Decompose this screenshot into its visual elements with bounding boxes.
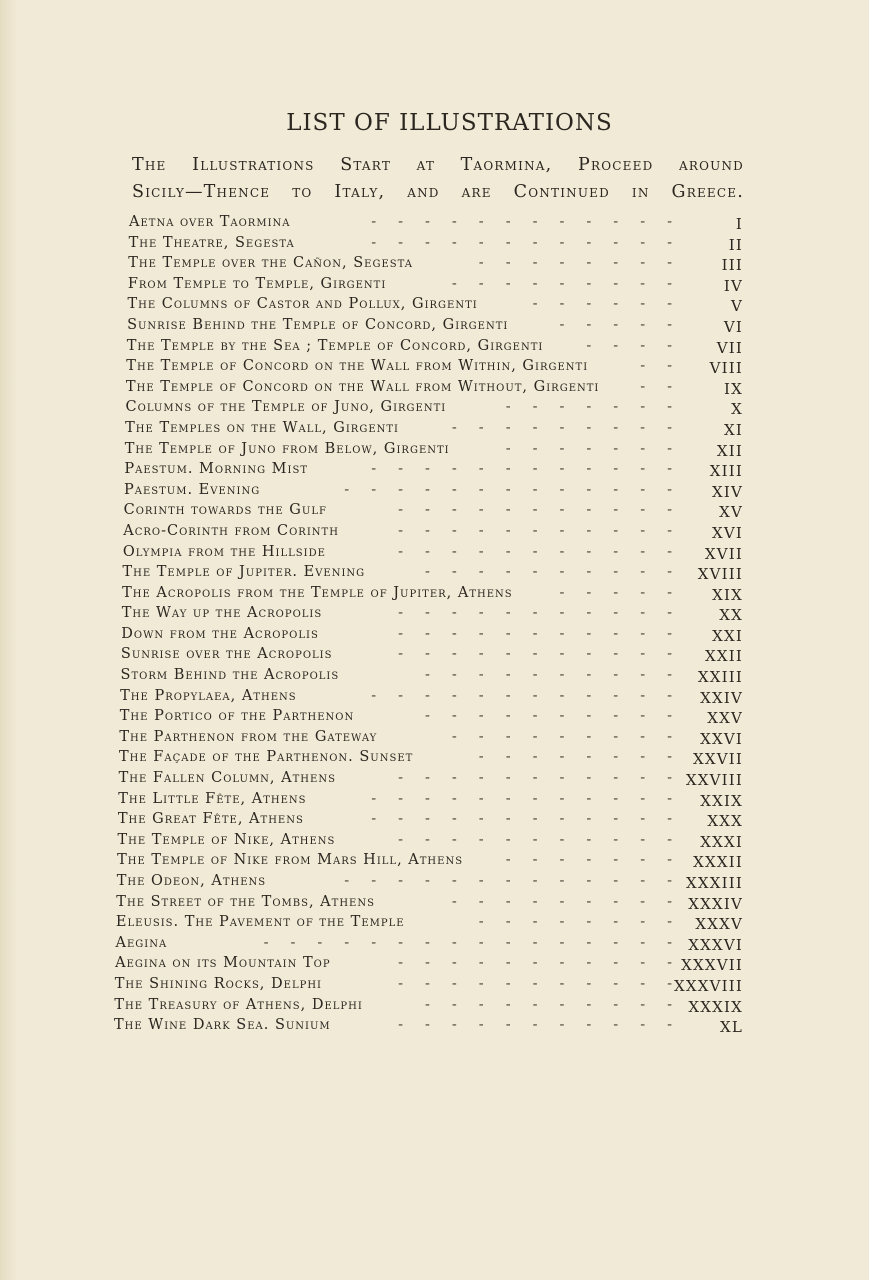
dot-leader: ---- — [586, 337, 694, 354]
illustration-entry — [0, 892, 869, 913]
illustration-entry — [0, 1015, 869, 1036]
illustration-title: Eleusis. The Pavement of the Temple — [115, 914, 405, 931]
dot-leader: ------------ — [371, 790, 694, 807]
illustration-entry — [0, 500, 869, 521]
dot-leader: ----------- — [398, 522, 694, 539]
dot-leader: ----------- — [398, 975, 694, 992]
illustration-title: The Temple of Concord on the Wall from Within, Girgenti — [126, 358, 589, 375]
illustration-title: The Temple of Concord on the Wall from Without, Girgenti — [125, 378, 600, 395]
illustration-title: The Columns of Castor and Pollux, Girgenti — [127, 296, 478, 313]
dot-leader: -------- — [478, 255, 694, 272]
illustration-title: The Wine Dark Sea. Sunium — [114, 1017, 331, 1034]
illustration-title: The Treasury of Athens, Delphi — [114, 996, 363, 1013]
illustration-entry — [0, 830, 869, 851]
illustration-title: Aegina — [115, 934, 168, 951]
illustration-number: XXV — [707, 709, 743, 728]
illustration-title: The Fallen Column, Athens — [118, 770, 336, 787]
illustration-entry — [0, 686, 869, 707]
illustration-entry — [0, 336, 869, 357]
illustration-number: XXXIII — [685, 874, 743, 892]
dot-leader: --------- — [451, 419, 694, 436]
illustration-title: The Temple by the Sea ; Temple of Concord, Girgenti — [126, 337, 544, 354]
dot-leader: -------- — [478, 749, 694, 766]
dot-leader: ------------ — [371, 214, 694, 230]
dot-leader: ----------- — [398, 955, 694, 972]
page-subtitle — [132, 152, 744, 206]
illustration-entry — [0, 933, 869, 954]
dot-leader: ----------- — [398, 543, 694, 560]
illustration-title: Storm Behind the Acropolis — [120, 667, 340, 684]
illustration-number: XXIX — [700, 791, 743, 810]
illustration-number: XXVIII — [685, 771, 743, 790]
dot-leader: ------------- — [344, 873, 694, 889]
illustration-number: IX — [723, 379, 743, 398]
illustration-number: XV — [719, 503, 743, 522]
illustration-title: The Temple of Nike, Athens — [117, 831, 336, 848]
illustration-number: XII — [716, 441, 743, 460]
dot-leader: --------- — [451, 728, 694, 745]
illustration-entry — [0, 274, 869, 295]
illustration-number: XIII — [709, 462, 743, 481]
illustration-number: VIII — [709, 359, 743, 378]
illustration-title: The Temple of Jupiter. Evening — [122, 564, 366, 581]
illustration-entry — [0, 377, 869, 398]
illustration-entry — [0, 418, 869, 439]
illustration-number: XXXVII — [681, 956, 743, 975]
illustration-title: Columns of the Temple of Juno, Girgenti — [125, 399, 447, 416]
illustration-entry — [0, 953, 869, 974]
illustration-number: XVI — [711, 523, 743, 542]
illustration-entry — [0, 562, 869, 583]
dot-leader: ----------- — [398, 1017, 694, 1034]
illustration-entry — [0, 233, 869, 254]
page-title: LIST OF ILLUSTRATIONS — [286, 110, 613, 136]
illustration-entry — [0, 706, 869, 727]
dot-leader: ----------- — [398, 831, 694, 848]
illustration-entry — [0, 912, 869, 933]
illustration-entry — [0, 583, 869, 604]
dot-leader: --------- — [451, 275, 694, 292]
dot-leader: ------------- — [344, 481, 694, 498]
dot-leader: -- — [640, 358, 694, 375]
dot-leader: -------- — [478, 914, 694, 931]
illustration-title: Aegina on its Mountain Top — [115, 955, 331, 972]
illustration-title: The Parthenon from the Gateway — [119, 728, 378, 745]
dot-leader: ------------ — [371, 687, 694, 704]
dot-leader: ------------ — [371, 811, 694, 828]
illustrations-list — [0, 212, 869, 1036]
illustration-number: XXII — [704, 647, 743, 666]
illustration-number: XVII — [704, 544, 743, 563]
illustration-number: XXXIX — [688, 997, 743, 1016]
illustration-number: XX — [719, 606, 743, 625]
illustration-title: The Odeon, Athens — [116, 873, 267, 889]
illustration-entry — [0, 521, 869, 542]
illustration-title: Paestum. Evening — [124, 481, 261, 498]
dot-leader: ------------ — [371, 461, 694, 478]
illustration-number: XXVI — [700, 729, 743, 748]
illustration-entry — [0, 542, 869, 563]
illustration-entry — [0, 974, 869, 995]
illustration-title: From Temple to Temple, Girgenti — [127, 275, 387, 292]
dot-leader: ------- — [505, 399, 694, 416]
illustration-title: Olympia from the Hillside — [122, 543, 326, 560]
illustration-title: The Little Fête, Athens — [118, 790, 307, 807]
illustration-title: The Portico of the Parthenon — [119, 708, 355, 725]
subtitle-line-2: Sicily—Thence to Italy, and are Continued in Greece. — [132, 182, 744, 202]
illustration-entry — [0, 356, 869, 377]
illustration-title: The Temples on the Wall, Girgenti — [125, 419, 399, 436]
illustration-title: The Way up the Acropolis — [121, 605, 323, 622]
illustration-title: The Theatre, Segesta — [128, 234, 295, 251]
illustration-title: The Street of the Tombs, Athens — [116, 893, 375, 910]
illustration-entry — [0, 789, 869, 810]
illustration-entry — [0, 480, 869, 501]
dot-leader: ---------- — [425, 564, 694, 581]
dot-leader: ----------- — [398, 625, 694, 642]
illustration-number: XXX — [707, 812, 743, 831]
illustration-title: Aetna over Taormina — [129, 214, 291, 230]
illustration-number: XXXIV — [688, 894, 743, 913]
illustration-number: XXXVIII — [673, 976, 743, 995]
illustration-entry — [0, 439, 869, 460]
illustration-number: V — [730, 297, 743, 316]
illustration-entry — [0, 747, 869, 768]
illustration-entry — [0, 871, 869, 892]
dot-leader: --------- — [451, 893, 694, 910]
illustration-entry — [0, 397, 869, 418]
illustration-number: XL — [719, 1018, 743, 1037]
illustration-number: XXXVI — [688, 935, 743, 954]
illustration-entry — [0, 665, 869, 686]
illustration-number: VI — [723, 317, 743, 336]
dot-leader: ---------- — [425, 996, 694, 1013]
illustration-number: I — [735, 215, 743, 233]
illustration-number: VII — [716, 338, 743, 357]
dot-leader: ------- — [505, 440, 694, 457]
illustration-entry — [0, 253, 869, 274]
illustration-title: The Shining Rocks, Delphi — [114, 975, 322, 992]
illustration-title: The Acropolis from the Temple of Jupiter, Athens — [122, 584, 513, 601]
illustration-entry — [0, 727, 869, 748]
illustration-number: III — [721, 256, 743, 275]
dot-leader: ------- — [505, 852, 694, 869]
illustration-entry — [0, 995, 869, 1016]
illustration-number: XXXII — [693, 853, 743, 872]
illustration-title: The Temple of Nike from Mars Hill, Athens — [117, 852, 464, 869]
dot-leader: ----------- — [398, 605, 694, 622]
dot-leader: ----------- — [398, 502, 694, 519]
illustration-title: Down from the Acropolis — [121, 625, 319, 642]
illustration-entry — [0, 294, 869, 315]
illustration-title: The Great Fête, Athens — [117, 811, 304, 828]
illustration-entry — [0, 212, 869, 233]
dot-leader: ----- — [559, 584, 694, 601]
illustration-number: II — [728, 235, 743, 254]
dot-leader: -- — [640, 378, 694, 395]
dot-leader: ----- — [559, 316, 694, 333]
dot-leader: ----------- — [398, 646, 694, 663]
illustration-number: IV — [723, 276, 743, 295]
illustration-entry — [0, 624, 869, 645]
illustration-number: XXXV — [695, 915, 743, 934]
dot-leader: ------ — [532, 296, 694, 313]
dot-leader: ----------- — [398, 770, 694, 787]
illustration-number: X — [731, 400, 743, 419]
illustration-number: XXI — [712, 626, 743, 645]
illustration-title: The Propylaea, Athens — [120, 687, 297, 704]
illustration-title: Acro-Corinth from Corinth — [123, 522, 339, 539]
illustration-title: Paestum. Morning Mist — [124, 461, 308, 478]
illustration-title: Corinth towards the Gulf — [123, 502, 327, 519]
illustration-entry — [0, 459, 869, 480]
illustration-entry — [0, 644, 869, 665]
subtitle-line-1: The Illustrations Start at Taormina, Proceed around — [132, 155, 744, 175]
dot-leader: ------------ — [371, 234, 694, 251]
illustration-number: XIX — [712, 585, 743, 604]
illustration-entry — [0, 768, 869, 789]
dot-leader: ---------- — [425, 708, 694, 725]
illustration-number: XIV — [711, 482, 743, 501]
dot-leader: ---------------- — [263, 934, 694, 951]
illustration-number: XI — [723, 420, 743, 439]
illustration-number: XXXI — [700, 832, 743, 851]
illustration-entry — [0, 809, 869, 830]
illustration-number: XVIII — [697, 565, 743, 584]
illustration-entry — [0, 850, 869, 871]
illustration-title: Sunrise Behind the Temple of Concord, Girgenti — [127, 316, 509, 333]
illustration-number: XXIV — [700, 688, 743, 707]
illustration-title: The Temple over the Cañon, Segesta — [128, 255, 413, 272]
illustration-entry — [0, 603, 869, 624]
illustration-entry — [0, 315, 869, 336]
illustration-title: The Temple of Juno from Below, Girgenti — [124, 440, 450, 457]
illustration-number: XXIII — [697, 668, 743, 687]
illustration-number: XXVII — [692, 750, 743, 769]
dot-leader: ---------- — [425, 667, 694, 684]
illustration-title: The Façade of the Parthenon. Sunset — [119, 749, 414, 766]
illustration-title: Sunrise over the Acropolis — [120, 646, 333, 663]
